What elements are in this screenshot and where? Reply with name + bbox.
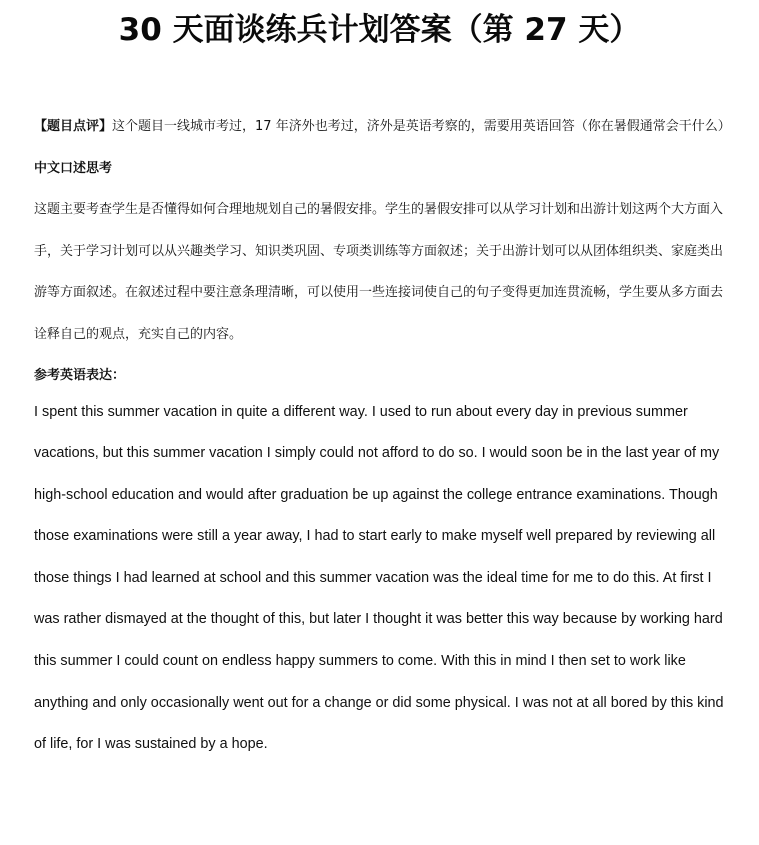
comment-paragraph bbox=[34, 106, 734, 148]
reference-heading: 参考英语表达： bbox=[34, 368, 126, 383]
analysis-paragraph: 这题主要考查学生是否懂得如何合理地规划自己的暑假安排。学生的暑假安排可以从学习计划和出游计划这两个大方面入手，关于学习计划可以从兴趣类学习、知识类巩固、专项类训练等方面叙述；关于出游计划可以从团体组织类、家庭类出游等方面叙述。在叙述过程中要注意条理清晰，可以使用一些连接词使自己的句子变得更加连贯流畅，学生要从多方面去诠释自己的观点，充实自己的内容。 bbox=[34, 202, 724, 342]
document-body bbox=[34, 106, 734, 766]
comment-text: 这个题目一线城市考过，17 年济外也考过，济外是英语考察的，需要用英语回答（你在暑假通常会干什么） bbox=[112, 119, 731, 134]
reference-paragraph: I spent this summer vacation in quite a different way. I used to run about every day in previous summer vacations, but this summer vacation I simply could not afford to do so. I would soon be in the last year of my high-school education and would after graduation be up against the college entrance examinations. Though those examinations were still a year away, I had to start early to make myself well prepared by reviewing all those things I had learned at school and this summer vacation was the ideal time for me to do this. At first I was rather dismayed at the thought of this, but later I thought it was better this way because by working hard this summer I could count on endless happy summers to come. With this in mind I then set to work like anything and only occasionally went out for a change or did some physical. I was not at all bored by this kind of life, for I was sustained by a hope. bbox=[34, 403, 724, 753]
comment-label: 【题目点评】 bbox=[34, 119, 113, 134]
analysis-heading: 中文口述思考 bbox=[34, 160, 113, 176]
page-title: 30 天面谈练兵计划答案（第 27 天） bbox=[118, 12, 641, 48]
